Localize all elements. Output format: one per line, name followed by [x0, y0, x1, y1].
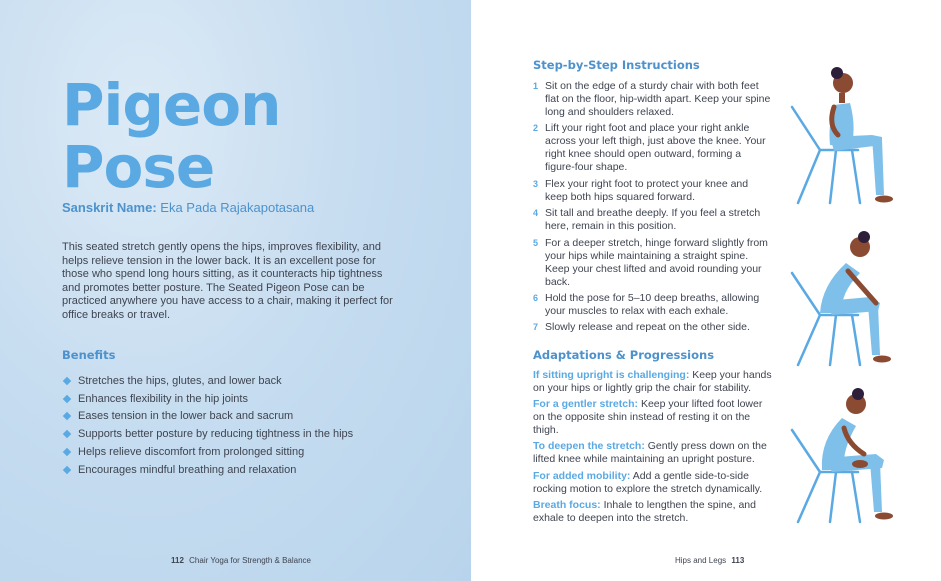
adaptation-text: Gently press down on the lifted knee while maintaining an upright posture.: [533, 440, 767, 466]
list-item: [533, 369, 773, 395]
steps-heading: Step-by-Step Instructions: [533, 58, 700, 72]
step-number: 7: [533, 322, 539, 333]
bullet-icon: [63, 430, 71, 438]
benefit-text: Stretches the hips, glutes, and lower back: [78, 374, 282, 387]
bullet-icon: [63, 412, 71, 420]
footer-left: [168, 556, 311, 565]
benefit-text: Helps relieve discomfort from prolonged sitting: [78, 446, 305, 459]
adaptation-text: Keep your hands on your hips or lightly grip the chair for stability.: [533, 369, 772, 394]
adaptation-key: To deepen the stretch:: [533, 440, 645, 453]
benefit-text: Supports better posture by reducing tightness in the hips: [78, 428, 354, 441]
list-item: [533, 80, 773, 119]
step-number: 5: [533, 237, 539, 248]
list-item: [533, 237, 773, 289]
page-number-right: 113: [731, 556, 745, 565]
benefit-text: Encourages mindful breathing and relaxation: [78, 463, 297, 476]
list-item: [62, 425, 353, 443]
adaptation-key: For a gentler stretch:: [533, 398, 639, 411]
step-number: 6: [533, 292, 539, 303]
benefits-list: [62, 372, 353, 479]
list-item: [62, 408, 353, 426]
adaptation-text: Inhale to lengthen the spine, and exhale to deepen into the stretch.: [533, 498, 756, 524]
sanskrit-label: Sanskrit Name:: [62, 200, 157, 215]
step-number: 3: [533, 178, 539, 189]
benefit-text: Eases tension in the lower back and sacrum: [78, 410, 294, 423]
list-item: [62, 372, 353, 390]
page-title: [62, 71, 281, 201]
intro-paragraph: This seated stretch gently opens the hips, improves flexibility, and helps relieve tension in the lower back. It is an excellent pose for those who spend long hours sitting, as it counteracts hip tightness and promotes better posture. The Seated Pigeon Pose can be practiced anywhere you have access to a chair, making it perfect for office breaks or travel.: [62, 241, 393, 321]
bullet-icon: [63, 466, 71, 474]
list-item: [533, 499, 773, 525]
list-item: [533, 470, 773, 496]
seated-upright-illustration: [790, 55, 900, 205]
list-item: [533, 321, 773, 334]
steps-list: [533, 80, 773, 338]
knee-press-illustration: [790, 388, 900, 538]
step-text: For a deeper stretch, hinge forward slightly from your hips while maintaining a straight spine. Keep your chest lifted and avoid rounding your back.: [545, 236, 768, 288]
step-text: Sit on the edge of a sturdy chair with both feet flat on the floor, hip-width apart. Keep your spine long and shoulders relaxed.: [545, 80, 771, 118]
book-title: Chair Yoga for Strength & Balance: [189, 556, 311, 565]
step-text: Flex your right foot to protect your knee and keep both hips squared forward.: [545, 177, 749, 203]
sanskrit-name: [62, 200, 314, 215]
list-item: [62, 461, 353, 479]
adaptation-key: If sitting upright is challenging:: [533, 369, 690, 381]
step-number: 4: [533, 208, 539, 219]
forward-hinge-illustration: [790, 225, 900, 375]
list-item: [533, 398, 773, 437]
bullet-icon: [63, 394, 71, 402]
adaptation-key: Breath focus:: [533, 498, 601, 511]
list-item: [533, 440, 773, 466]
list-item: [62, 390, 353, 408]
footer-right: [675, 556, 747, 565]
list-item: [533, 207, 773, 233]
step-text: Hold the pose for 5–10 deep breaths, allowing your muscles to relax with each exhale.: [545, 291, 760, 317]
list-item: [62, 443, 353, 461]
step-number: 1: [533, 81, 539, 91]
step-text: Lift your right foot and place your right ankle across your left thigh, just above the knee. Your right knee should open outward, forming a figure-four shape.: [545, 122, 766, 174]
sanskrit-value: Eka Pada Rajakapotasana: [160, 200, 315, 215]
benefits-heading: Benefits: [62, 348, 116, 362]
page-number-left: 112: [171, 556, 184, 565]
adaptations-list: [533, 369, 773, 528]
step-text: Slowly release and repeat on the other side.: [545, 321, 750, 334]
adaptation-text: Add a gentle side-to-side rocking motion to explore the stretch dynamically.: [533, 469, 763, 495]
adaptation-key: For added mobility:: [533, 469, 631, 482]
step-text: Sit tall and breathe deeply. If you feel a stretch here, remain in this position.: [545, 207, 761, 233]
benefit-text: Enhances flexibility in the hip joints: [78, 392, 248, 405]
list-item: [533, 292, 773, 318]
chapter-title: Hips and Legs: [675, 556, 727, 565]
title-line-2: Pose: [62, 133, 215, 201]
bullet-icon: [63, 448, 71, 456]
adaptations-heading: Adaptations & Progressions: [533, 348, 715, 362]
step-number: 2: [533, 123, 539, 134]
adaptation-text: Keep your lifted foot lower on the opposite shin instead of resting it on the thigh.: [533, 398, 763, 437]
list-item: [533, 178, 773, 204]
bullet-icon: [63, 377, 71, 385]
title-line-1: Pigeon: [62, 71, 281, 139]
list-item: [533, 122, 773, 174]
